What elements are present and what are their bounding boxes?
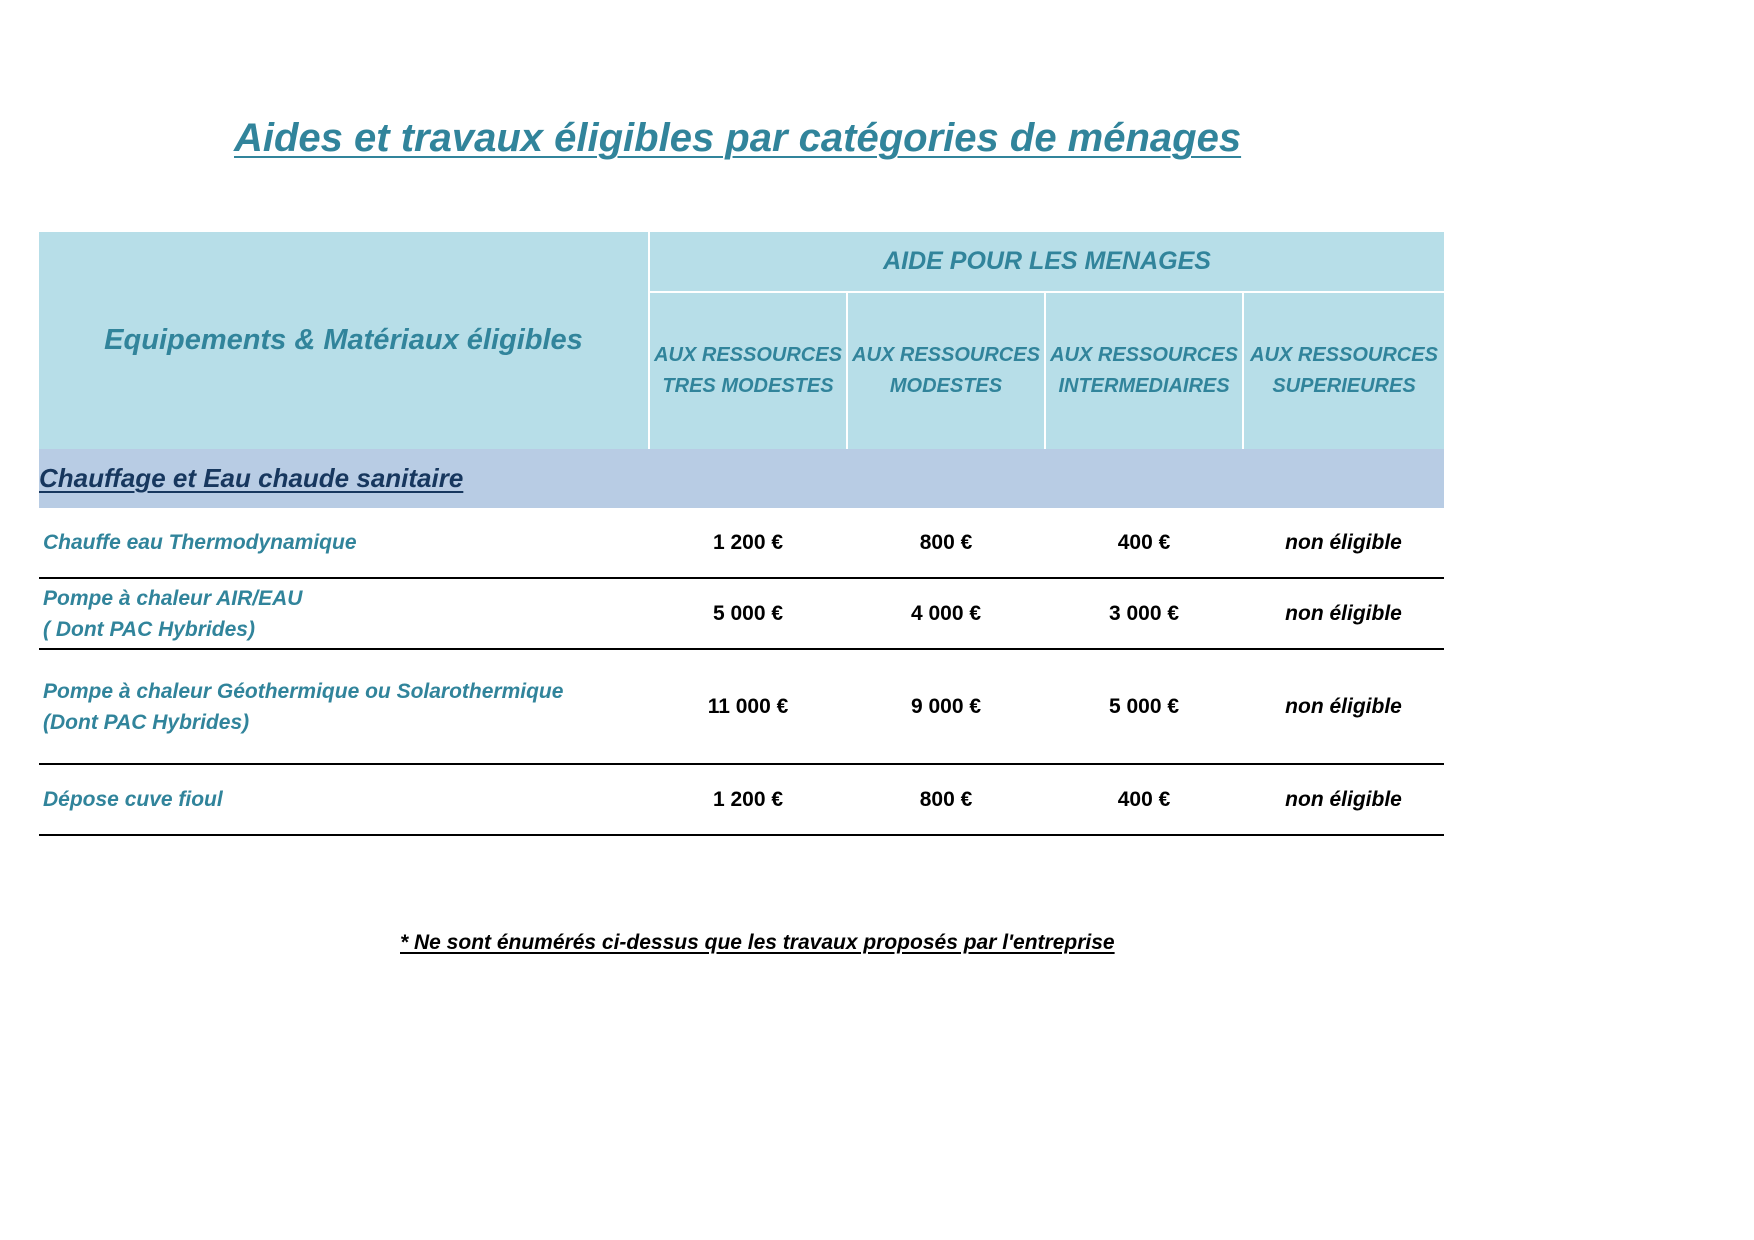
header-aid-group: AIDE POUR LES MENAGES — [649, 232, 1444, 292]
cell-value: 9 000 € — [847, 649, 1045, 764]
cell-value: non éligible — [1243, 649, 1444, 764]
cell-value: 400 € — [1045, 764, 1243, 835]
cell-value: 4 000 € — [847, 578, 1045, 649]
header-tres-modestes: AUX RESSOURCES TRES MODESTES — [649, 292, 847, 449]
row-label: Pompe à chaleur AIR/EAU ( Dont PAC Hybrides) — [39, 578, 649, 649]
footnote: * Ne sont énumérés ci-dessus que les travaux proposés par l'entreprise — [400, 931, 1115, 954]
header-superieures: AUX RESSOURCES SUPERIEURES — [1243, 292, 1444, 449]
cell-value: 1 200 € — [649, 508, 847, 578]
cell-value: 400 € — [1045, 508, 1243, 578]
header-modestes: AUX RESSOURCES MODESTES — [847, 292, 1045, 449]
cell-value: 5 000 € — [649, 578, 847, 649]
row-label: Dépose cuve fioul — [39, 764, 649, 835]
table-row — [39, 649, 1444, 764]
section-label: Chauffage et Eau chaude sanitaire — [39, 463, 464, 493]
cell-value: 800 € — [847, 508, 1045, 578]
section-row — [39, 449, 1444, 508]
cell-value: non éligible — [1243, 508, 1444, 578]
header-equipment: Equipements & Matériaux éligibles — [39, 232, 649, 449]
row-label: Chauffe eau Thermodynamique — [39, 508, 649, 578]
section-heading — [39, 449, 1444, 508]
table-row — [39, 578, 1444, 649]
cell-value: 3 000 € — [1045, 578, 1243, 649]
cell-value: non éligible — [1243, 578, 1444, 649]
aid-table — [39, 232, 1444, 836]
cell-value: 5 000 € — [1045, 649, 1243, 764]
page-title: Aides et travaux éligibles par catégories de ménages — [234, 116, 1242, 160]
header-intermediaires: AUX RESSOURCES INTERMEDIAIRES — [1045, 292, 1243, 449]
cell-value: 1 200 € — [649, 764, 847, 835]
cell-value: 800 € — [847, 764, 1045, 835]
row-label: Pompe à chaleur Géothermique ou Solarothermique (Dont PAC Hybrides) — [39, 649, 649, 764]
cell-value: 11 000 € — [649, 649, 847, 764]
cell-value: non éligible — [1243, 764, 1444, 835]
table-row — [39, 764, 1444, 835]
table-row — [39, 508, 1444, 578]
table-header-row — [39, 232, 1444, 292]
